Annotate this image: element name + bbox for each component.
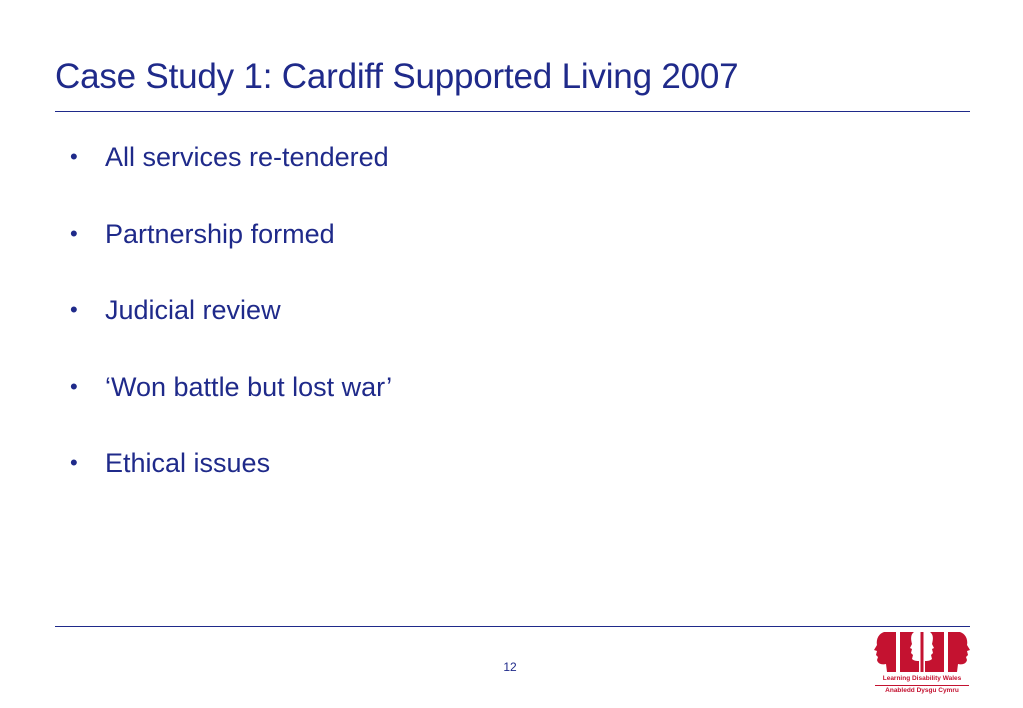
bullet-item (70, 215, 392, 292)
bullet-item (70, 291, 392, 368)
learning-disability-wales-logo (867, 630, 977, 698)
bullet-icon: • (70, 373, 78, 399)
logo-text-welsh: Anabledd Dysgu Cymru (885, 687, 959, 694)
bullet-icon: • (70, 220, 78, 246)
logo-divider (875, 685, 969, 686)
faces-logo-icon (870, 630, 974, 674)
bullet-text: Judicial review (105, 295, 281, 325)
footer-divider (55, 626, 970, 627)
bullet-item (70, 444, 392, 521)
page-number: 12 (503, 660, 517, 674)
bullet-icon: • (70, 144, 78, 169)
title-divider (55, 111, 970, 112)
bullet-text: ‘Won battle but lost war’ (105, 371, 393, 402)
bullet-text: Ethical issues (105, 448, 271, 478)
bullet-text: Partnership formed (105, 218, 335, 249)
bullet-icon: • (70, 297, 78, 322)
bullet-icon: • (70, 450, 78, 475)
bullet-text: All services re-tendered (105, 142, 389, 172)
logo-text-english: Learning Disability Wales (882, 675, 962, 682)
bullet-item (70, 368, 392, 445)
bullet-list (70, 138, 392, 521)
bullet-item (70, 138, 392, 215)
slide-title: Case Study 1: Cardiff Supported Living 2007 (55, 57, 739, 96)
